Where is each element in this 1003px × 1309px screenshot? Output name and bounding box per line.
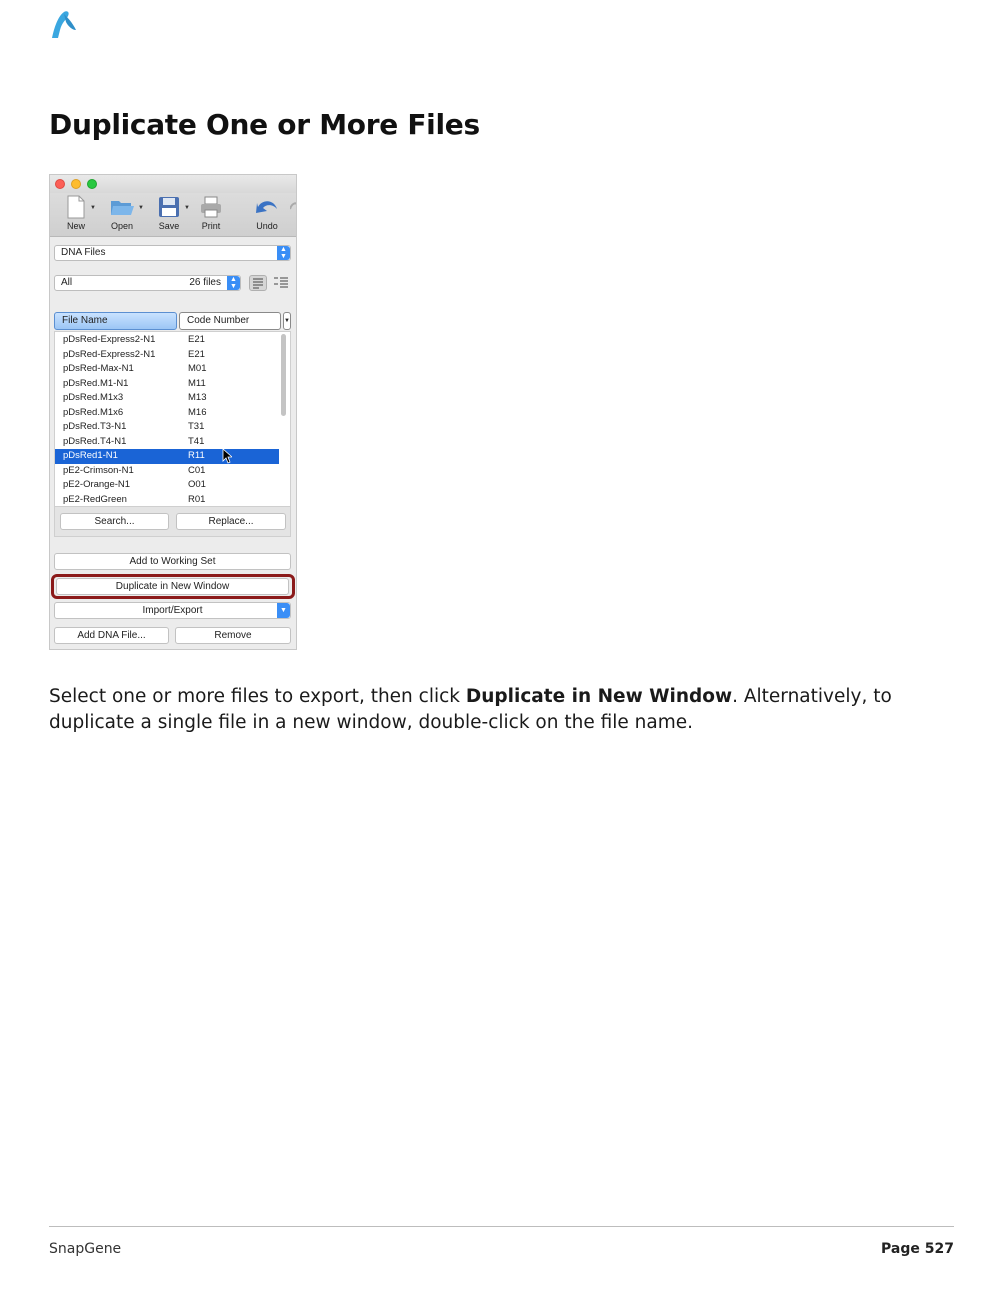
table-row[interactable]: pE2-RedGreen R01 [63, 493, 206, 505]
table-row[interactable]: pDsRed-Max-N1 M01 [63, 363, 207, 374]
import-export-chevron-down-icon: ▼ [277, 603, 290, 618]
undo-arrow-icon [254, 195, 280, 219]
collection-stepper-icon: ▲ ▼ [277, 246, 290, 260]
toolbar-save-button[interactable]: Save ▼ [152, 195, 186, 231]
footer-brand: SnapGene [49, 1241, 122, 1257]
add-dna-file-button[interactable]: Add DNA File... [54, 627, 169, 644]
table-row[interactable]: pDsRed-Express2-N1 E21 [63, 334, 205, 345]
redo-arrow-icon[interactable] [290, 199, 297, 215]
import-export-select[interactable]: Import/Export ▼ [54, 602, 291, 619]
page-title: Duplicate One or More Files [49, 108, 480, 141]
page-number: Page 527 [881, 1241, 954, 1257]
toolbar-new-button[interactable]: New ▼ [60, 195, 92, 231]
toolbar [50, 193, 296, 237]
table-row[interactable]: pDsRed.T4-N1 T41 [63, 435, 205, 447]
table-row-selected[interactable]: pDsRed1-N1 R11 [55, 449, 279, 464]
table-row[interactable]: pDsRed.T3-N1 T31 [63, 421, 205, 432]
table-row[interactable]: pE2-Orange-N1 O01 [63, 479, 206, 490]
remove-button[interactable]: Remove [175, 627, 291, 644]
zoom-window-icon[interactable] [87, 179, 97, 189]
filter-stepper-icon: ▲ ▼ [227, 276, 240, 290]
open-folder-icon [109, 195, 135, 219]
table-row[interactable]: pDsRed.M1x6 M16 [63, 406, 207, 418]
mouse-cursor-icon [222, 448, 232, 464]
minimize-window-icon[interactable] [71, 179, 81, 189]
window-titlebar [50, 175, 296, 193]
duplicate-in-new-window-button[interactable]: Duplicate in New Window [56, 578, 289, 595]
close-window-icon[interactable] [55, 179, 65, 189]
new-document-icon [66, 195, 86, 219]
toolbar-open-button[interactable]: Open ▼ [104, 195, 140, 231]
toolbar-undo-button[interactable]: Undo [252, 195, 282, 231]
snapgene-logo-icon [48, 8, 80, 40]
list-lines-icon [250, 276, 266, 290]
outline-list-icon [272, 275, 290, 289]
column-header-file-name[interactable]: File Name [54, 312, 177, 330]
table-row[interactable]: pDsRed.M1x3 M13 [63, 392, 207, 403]
column-menu-icon[interactable]: ▼ [283, 312, 291, 330]
emphasis-duplicate: Duplicate in New Window [465, 686, 733, 707]
search-panel [54, 507, 291, 537]
body-paragraph: Select one or more files to export, then click Duplicate in New Window. Alternatively, to duplicate a single file in a new window, double-click on the file name. [49, 686, 892, 733]
table-row[interactable]: pDsRed.M1-N1 M11 [63, 377, 206, 389]
save-disk-icon [157, 195, 181, 219]
collection-select[interactable]: DNA Files ▲ ▼ [54, 245, 291, 261]
open-dropdown-icon[interactable]: ▼ [138, 205, 144, 211]
file-list[interactable] [54, 331, 291, 507]
list-scrollbar[interactable] [281, 334, 286, 416]
replace-button[interactable]: Replace... [176, 513, 286, 530]
toolbar-print-button[interactable]: Print [196, 195, 226, 231]
save-dropdown-icon[interactable]: ▼ [184, 205, 190, 211]
column-header-code-number[interactable]: Code Number [179, 312, 281, 330]
footer-divider [49, 1226, 954, 1227]
outline-view-button[interactable] [272, 275, 290, 291]
new-dropdown-icon[interactable]: ▼ [90, 205, 96, 211]
printer-icon [199, 195, 223, 219]
add-to-working-set-button[interactable]: Add to Working Set [54, 553, 291, 570]
file-count: 26 files [189, 277, 221, 288]
table-row[interactable]: pE2-Crimson-N1 C01 [63, 464, 206, 476]
list-view-button[interactable] [249, 275, 267, 291]
filter-select[interactable]: All 26 files ▲ ▼ [54, 275, 241, 291]
table-row[interactable]: pDsRed-Express2-N1 E21 [63, 348, 205, 360]
snapgene-window-screenshot [49, 174, 297, 650]
search-button[interactable]: Search... [60, 513, 169, 530]
